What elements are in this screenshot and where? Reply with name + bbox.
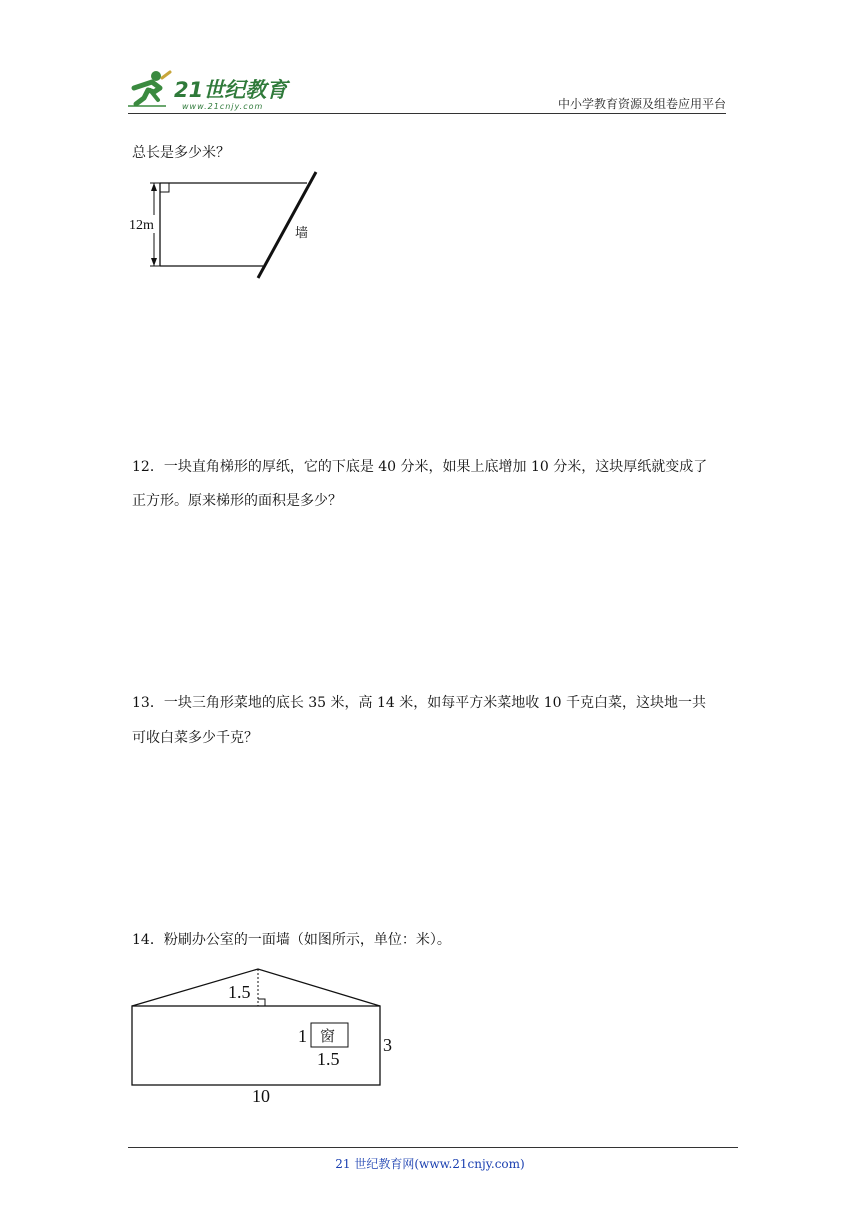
problem-11-continuation: 总长是多少米？ bbox=[132, 145, 230, 161]
right-angle-mark bbox=[258, 999, 265, 1006]
logo-text: 21世纪教育 bbox=[174, 78, 288, 102]
right-angle-mark bbox=[160, 183, 169, 192]
wall-height-label: 3 bbox=[383, 1035, 392, 1055]
triangle-height-label: 1.5 bbox=[228, 982, 251, 1002]
header-platform-text: 中小学教育资源及组卷应用平台 bbox=[557, 97, 726, 111]
height-label: 12m bbox=[129, 218, 154, 233]
problem-14-figure bbox=[126, 962, 406, 1110]
problem-14-line-1: 14．粉刷办公室的一面墙（如图所示，单位：米）。 bbox=[132, 932, 451, 948]
wall-rectangle bbox=[132, 1006, 380, 1085]
arrow-down-icon bbox=[151, 258, 157, 266]
wall-label: 墙 bbox=[295, 225, 309, 240]
window-width-label: 1.5 bbox=[317, 1049, 340, 1069]
header-divider bbox=[128, 113, 726, 114]
roof-triangle bbox=[132, 969, 380, 1006]
problem-12-line-2: 正方形。原来梯形的面积是多少？ bbox=[132, 493, 342, 509]
wall-width-label: 10 bbox=[252, 1086, 270, 1106]
runner-logo-icon bbox=[126, 68, 172, 110]
problem-11-figure bbox=[125, 168, 335, 283]
footer-text: 21 世纪教育网(www.21cnjy.com) bbox=[335, 1157, 525, 1171]
window-label: 窗 bbox=[320, 1029, 336, 1045]
header-logo bbox=[126, 68, 296, 114]
logo-url: www.21cnjy.com bbox=[182, 102, 264, 111]
footer-divider bbox=[128, 1147, 738, 1148]
arrow-up-icon bbox=[151, 183, 157, 191]
window-height-label: 1 bbox=[298, 1026, 307, 1046]
problem-12-line-1: 12．一块直角梯形的厚纸，它的下底是 40 分米，如果上底增加 10 分米，这块厚纸就变成了 bbox=[132, 459, 708, 475]
problem-13-line-1: 13．一块三角形菜地的底长 35 米，高 14 米，如每平方米菜地收 10 千克白菜，这块地一共 bbox=[132, 695, 706, 711]
problem-13-line-2: 可收白菜多少千克？ bbox=[132, 730, 258, 746]
